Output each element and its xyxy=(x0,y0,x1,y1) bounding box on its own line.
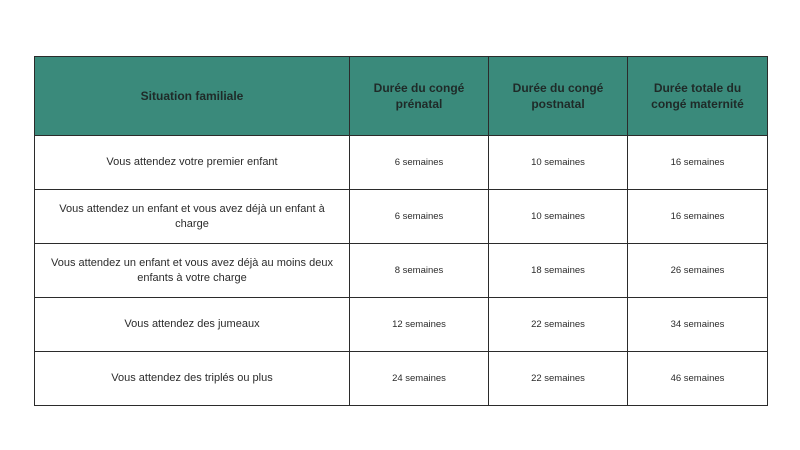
table-row xyxy=(35,244,768,298)
cell-total: 16 semaines xyxy=(628,136,768,190)
table-row xyxy=(35,190,768,244)
cell-prenatal: 12 semaines xyxy=(350,298,489,352)
header-prenatal-duration: Durée du congé prénatal xyxy=(350,57,489,136)
table-row xyxy=(35,298,768,352)
cell-situation: Vous attendez un enfant et vous avez déjà au moins deux enfants à votre charge xyxy=(35,244,350,298)
maternity-leave-table-container xyxy=(34,56,767,406)
table-row xyxy=(35,352,768,406)
cell-postnatal: 18 semaines xyxy=(489,244,628,298)
cell-situation: Vous attendez des jumeaux xyxy=(35,298,350,352)
header-situation: Situation familiale xyxy=(35,57,350,136)
cell-prenatal: 6 semaines xyxy=(350,190,489,244)
cell-situation: Vous attendez votre premier enfant xyxy=(35,136,350,190)
cell-prenatal: 24 semaines xyxy=(350,352,489,406)
cell-postnatal: 10 semaines xyxy=(489,190,628,244)
header-postnatal-duration: Durée du congé postnatal xyxy=(489,57,628,136)
cell-total: 46 semaines xyxy=(628,352,768,406)
table-row xyxy=(35,136,768,190)
cell-postnatal: 22 semaines xyxy=(489,298,628,352)
cell-postnatal: 10 semaines xyxy=(489,136,628,190)
table-header xyxy=(35,57,768,136)
cell-situation: Vous attendez des triplés ou plus xyxy=(35,352,350,406)
table-body xyxy=(35,136,768,406)
cell-total: 26 semaines xyxy=(628,244,768,298)
cell-total: 16 semaines xyxy=(628,190,768,244)
cell-prenatal: 8 semaines xyxy=(350,244,489,298)
cell-situation: Vous attendez un enfant et vous avez déjà un enfant à charge xyxy=(35,190,350,244)
header-row xyxy=(35,57,768,136)
cell-total: 34 semaines xyxy=(628,298,768,352)
header-total-duration: Durée totale du congé maternité xyxy=(628,57,768,136)
cell-postnatal: 22 semaines xyxy=(489,352,628,406)
cell-prenatal: 6 semaines xyxy=(350,136,489,190)
maternity-leave-table xyxy=(34,56,768,406)
